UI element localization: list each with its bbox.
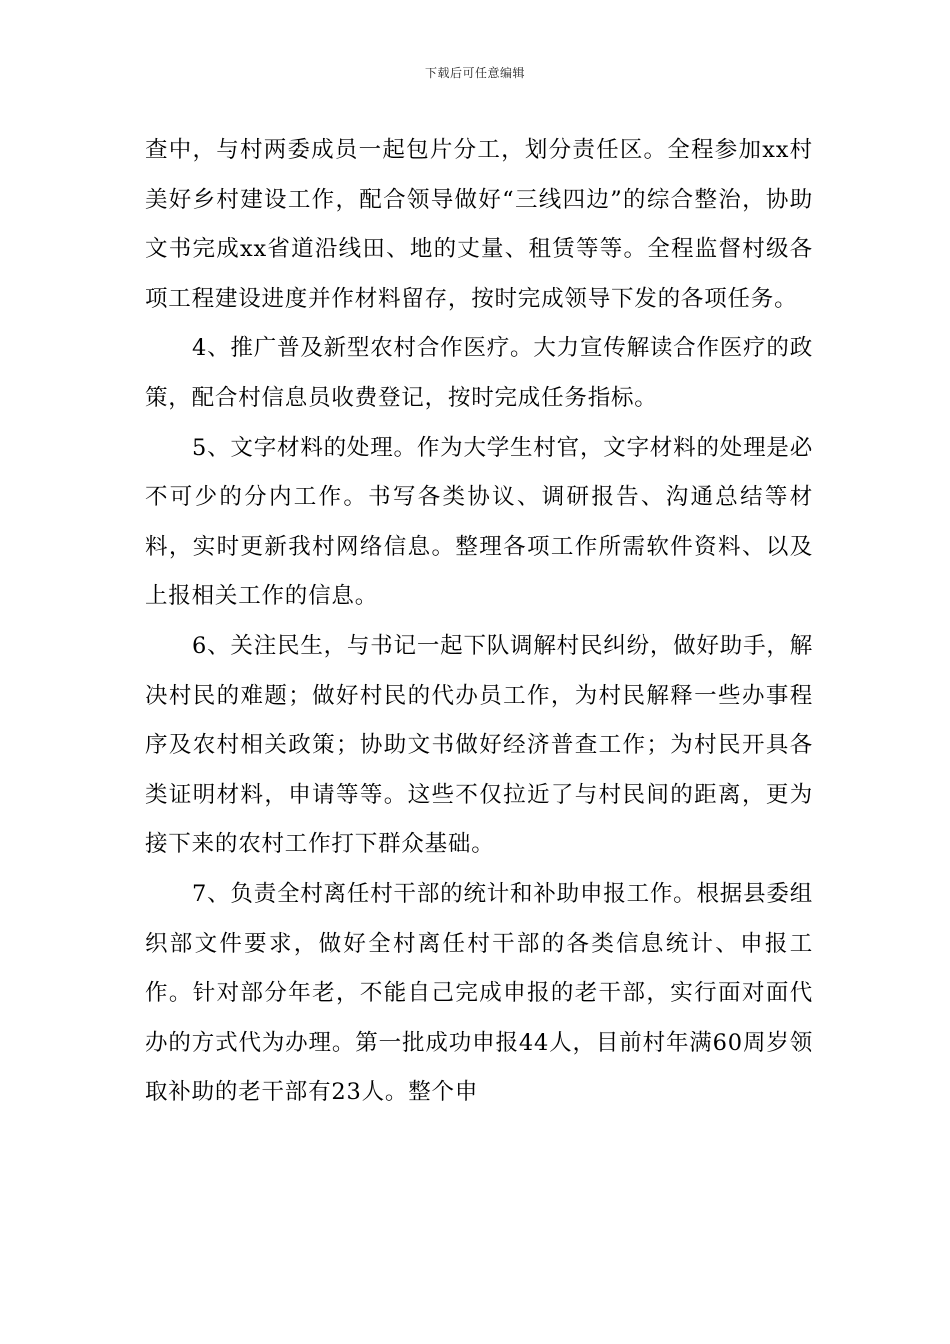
page-header: 下载后可任意编辑 (424, 66, 525, 80)
paragraph-item-5: 5、文字材料的处理。作为大学生村官，文字材料的处理是必不可少的分内工作。书写各类协议、调研报告、沟通总结等材料，实时更新我村网络信息。整理各项工作所需软件资料、以及上报相关工作的信息。 (145, 434, 813, 610)
paragraph-item-6: 6、关注民生，与书记一起下队调解村民纠纷，做好助手，解决村民的难题；做好村民的代办员工作，为村民解释一些办事程序及农村相关政策；协助文书做好经济普查工作；为村民开具各类证明材料，申请等等。这些不仅拉近了与村民间的距离，更为接下来的农村工作打下群众基础。 (145, 632, 813, 858)
document-body (145, 126, 813, 1118)
paragraph-item-7: 7、负责全村离任村干部的统计和补助申报工作。根据县委组织部文件要求，做好全村离任村干部的各类信息统计、申报工作。针对部分年老，不能自己完成申报的老干部，实行面对面代办的方式代为办理。第一批成功申报44人，目前村年满60周岁领取补助的老干部有23人。整个申 (145, 880, 813, 1106)
paragraph-item-4: 4、推广普及新型农村合作医疗。大力宣传解读合作医疗的政策，配合村信息员收费登记，按时完成任务指标。 (145, 335, 813, 411)
paragraph-continuation: 查中，与村两委成员一起包片分工，划分责任区。全程参加xx村美好乡村建设工作，配合领导做好“三线四边”的综合整治，协助文书完成xx省道沿线田、地的丈量、租赁等等。全程监督村级各项工程建设进度并作材料留存，按时完成领导下发的各项任务。 (145, 137, 813, 312)
